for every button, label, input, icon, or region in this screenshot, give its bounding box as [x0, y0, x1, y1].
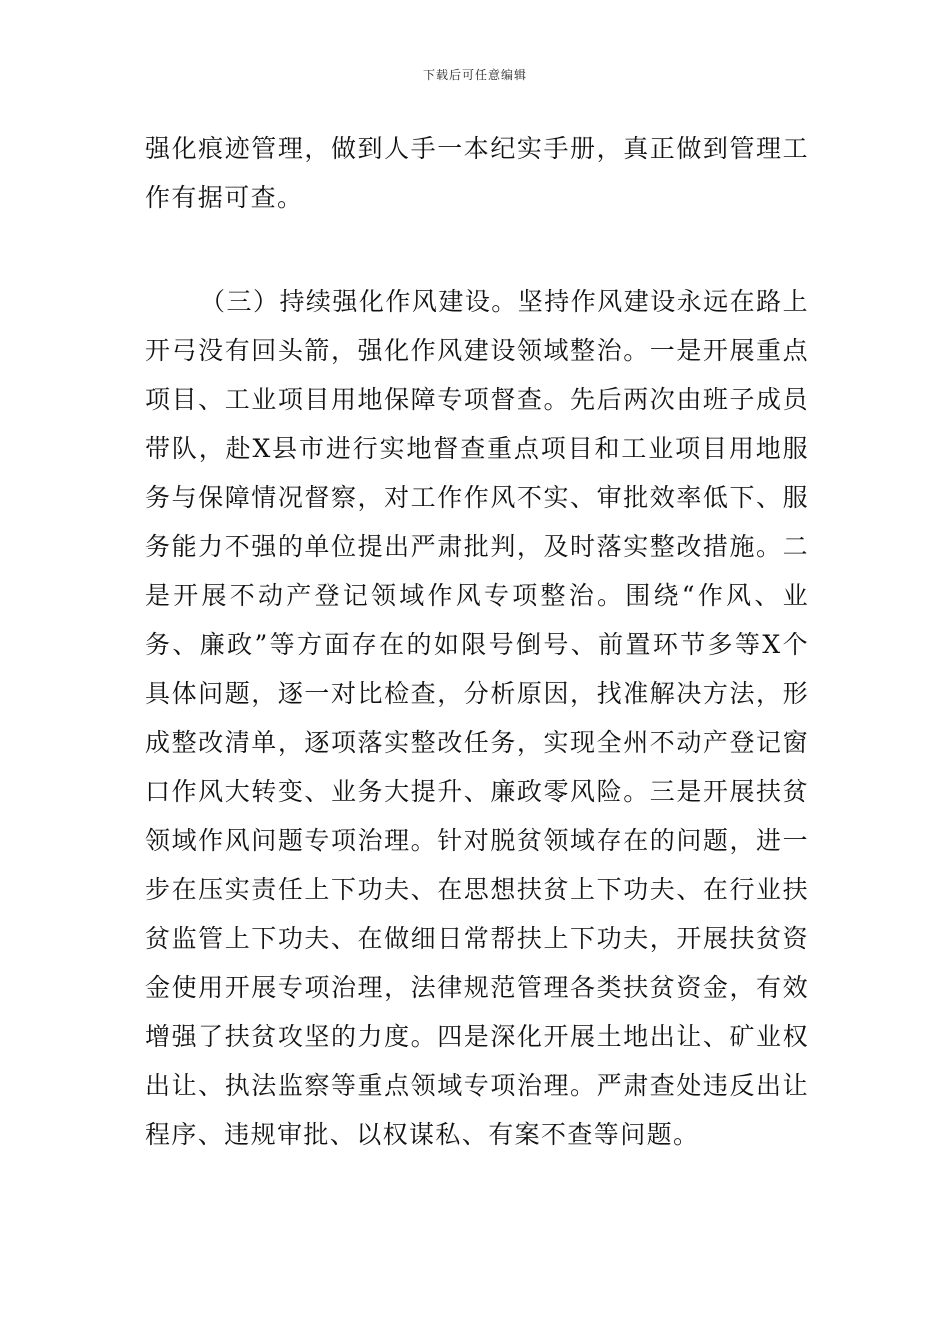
paragraph-1: 强化痕迹管理，做到人手一本纪实手册，真正做到管理工作有据可查。	[145, 134, 809, 212]
page-header: 下载后可任意编辑	[422, 68, 527, 82]
paragraph-2: （三）持续强化作风建设。坚持作风建设永远在路上开弓没有回头箭，强化作风建设领域整治。一是开展重点项目、工业项目用地保障专项督查。先后两次由班子成员带队，赴X县市进行实地督查重点项目和工业项目用地服务与保障情况督察，对工作作风不实、审批效率低下、服务能力不强的单位提出严肃批判，及时落实整改措施。二是开展不动产登记领域作风专项整治。围绕“作风、业务、廉政”等方面存在的如限号倒号、前置环节多等X个具体问题，逐一对比检查，分析原因，找准解决方法，形成整改清单，逐项落实整改任务，实现全州不动产登记窗口作风大转变、业务大提升、廉政零风险。三是开展扶贫领域作风问题专项治理。针对脱贫领域存在的问题，进一步在压实责任上下功夫、在思想扶贫上下功夫、在行业扶贫监管上下功夫、在做细日常帮扶上下功夫，开展扶贫资金使用开展专项治理，法律规范管理各类扶贫资金，有效增强了扶贫攻坚的力度。四是深化开展土地出让、矿业权出让、执法监察等重点领域专项治理。严肃查处违反出让程序、违规审批、以权谋私、有案不查等问题。	[145, 287, 809, 1149]
